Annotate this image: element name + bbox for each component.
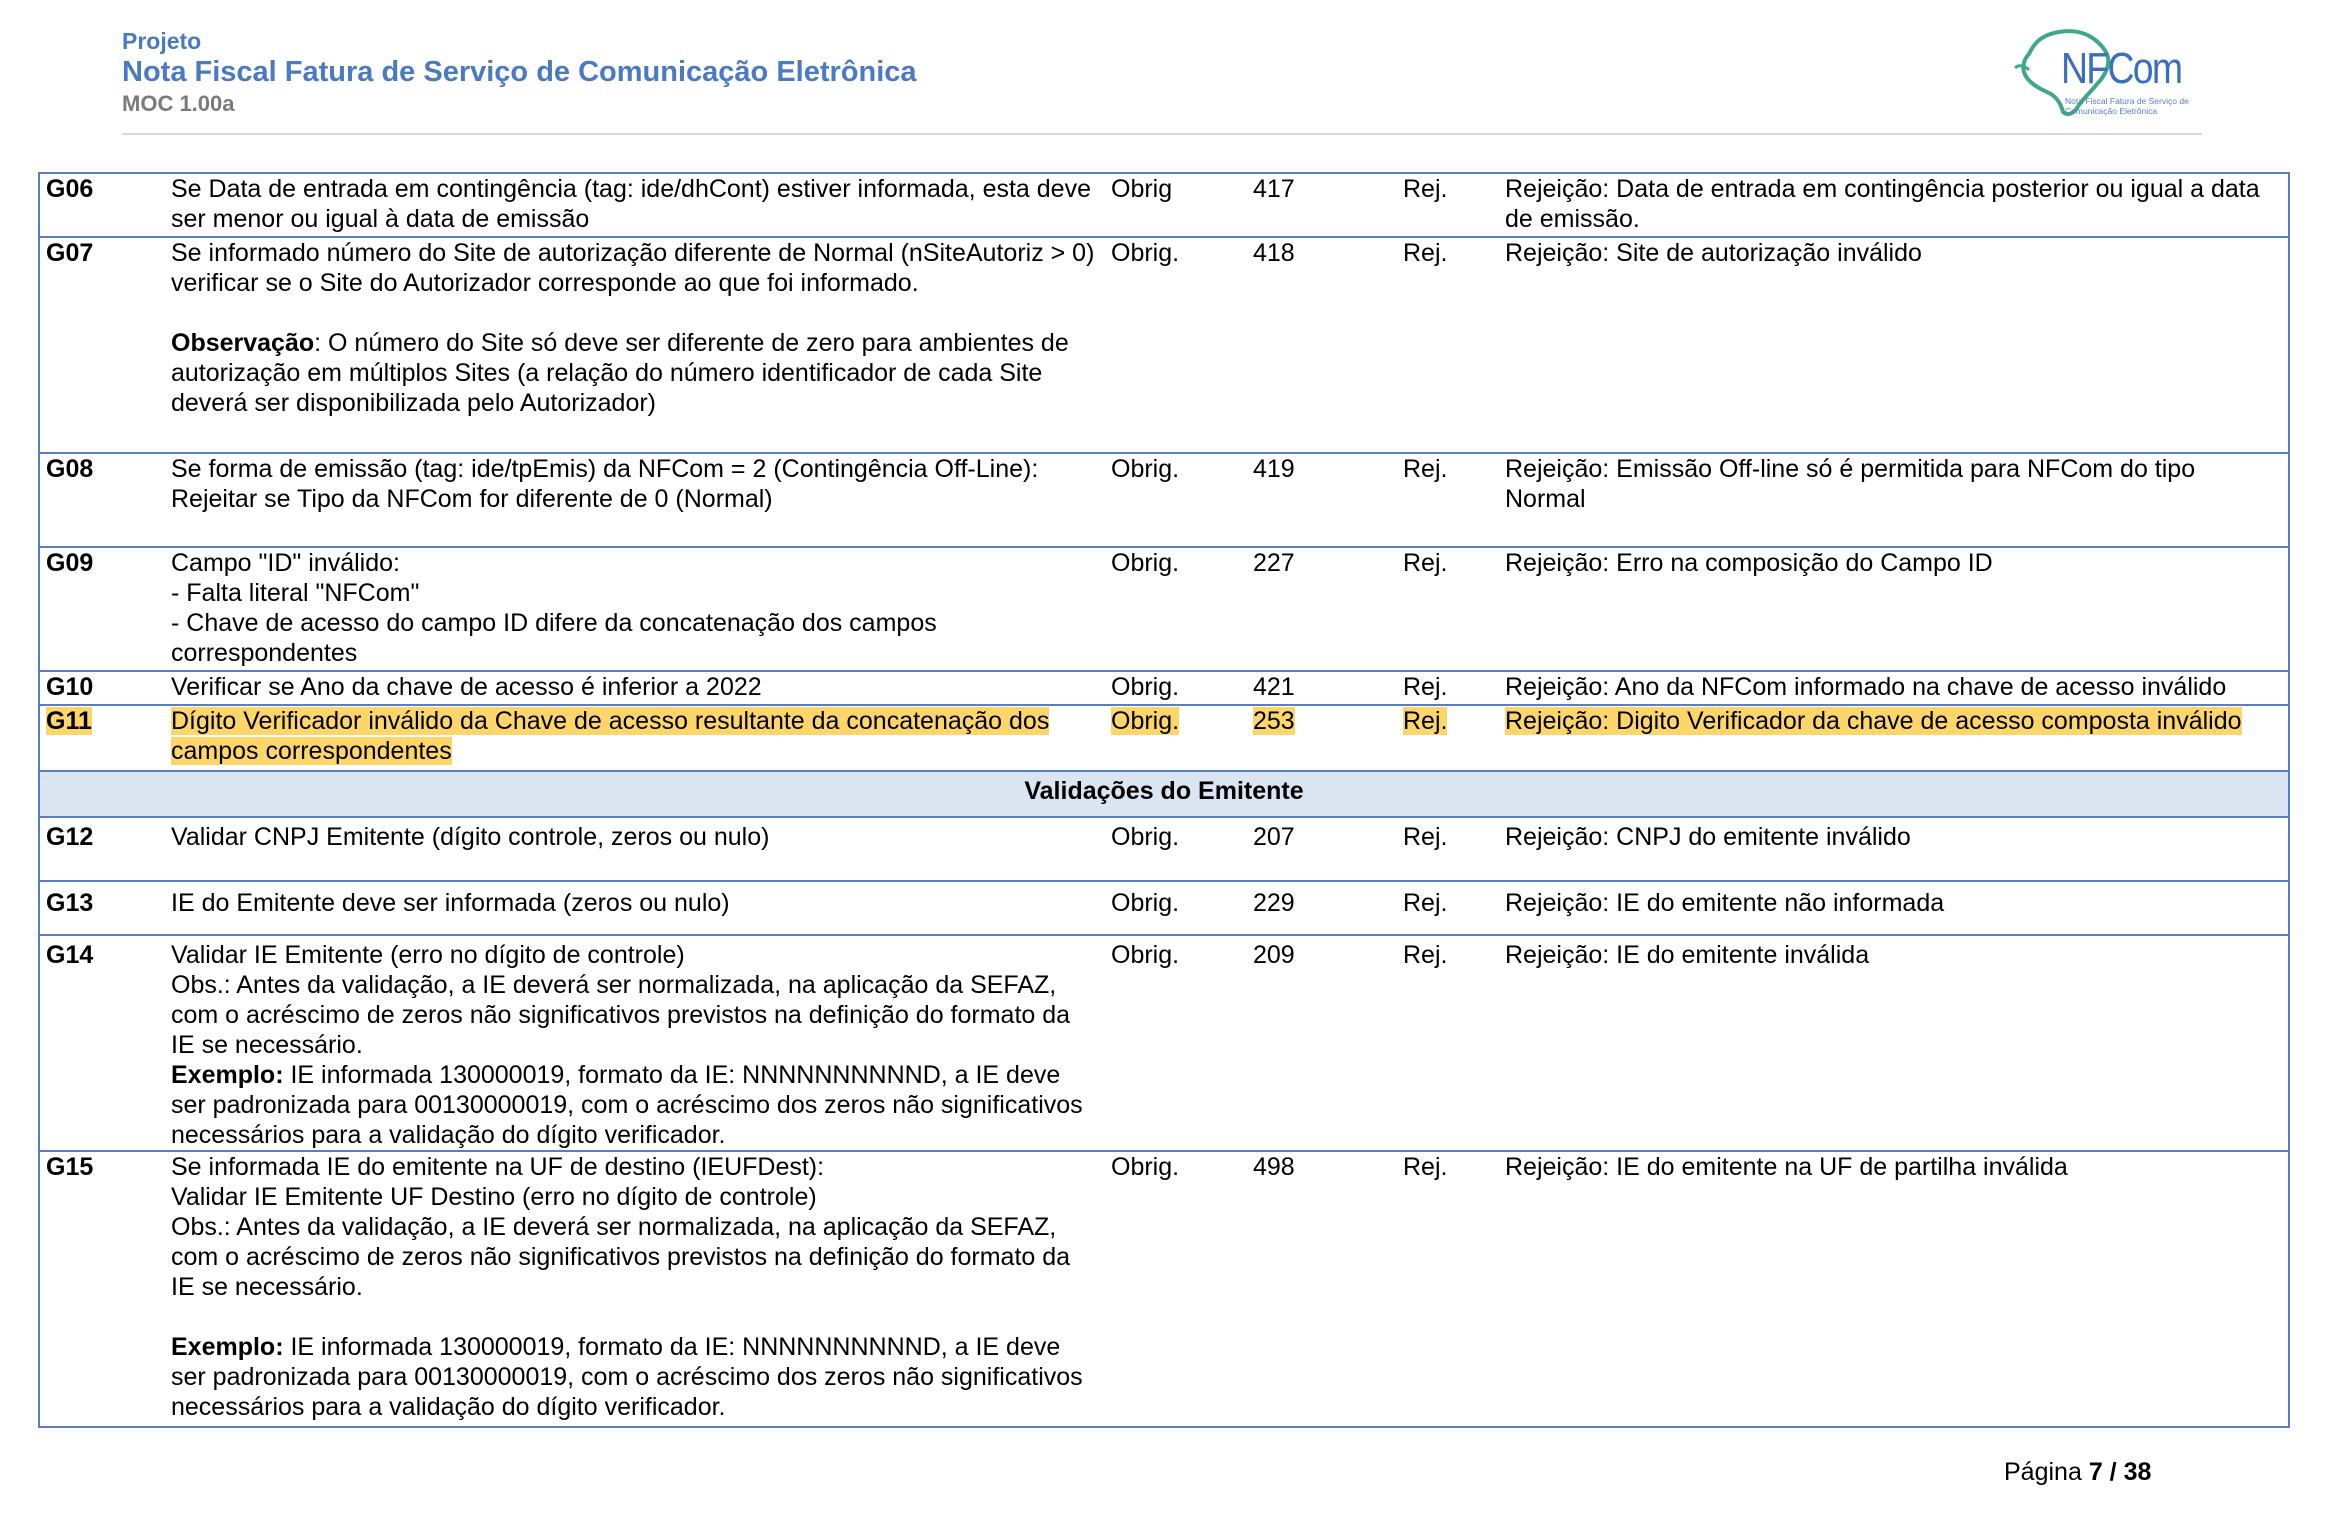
rule-code: G09 [39, 547, 165, 671]
rule-effect: Rej. [1397, 705, 1499, 771]
rule-applicability: Obrig. [1105, 705, 1247, 771]
rule-description: IE do Emitente deve ser informada (zeros ou nulo) [165, 881, 1105, 935]
example-text: IE informada 130000019, formato da IE: NNNNNNNNNND, a IE deve ser padronizada para 00130000019, com o acréscimo dos zeros não significativos necessários para a validação do dígito verificador. [171, 1333, 1083, 1421]
section-header-row [39, 771, 2289, 817]
project-label: Projeto [122, 28, 202, 54]
table-row [39, 817, 2289, 881]
rule-applicability: Obrig. [1105, 453, 1247, 547]
rule-error-code: 417 [1247, 173, 1397, 237]
logo-subtitle: Nota Fiscal Fatura de Serviço de Comunicação Eletrônica [2065, 96, 2189, 116]
rule-applicability: Obrig. [1105, 817, 1247, 881]
table-row [39, 881, 2289, 935]
rule-effect: Rej. [1397, 935, 1499, 1151]
table-row [39, 547, 2289, 671]
table-row [39, 237, 2289, 453]
rule-description: Campo "ID" inválido: - Falta literal "NFCom" - Chave de acesso do campo ID difere da concatenação dos campos correspondentes [165, 547, 1105, 671]
rule-code: G07 [39, 237, 165, 453]
document-header [122, 28, 2202, 135]
rule-description: Validar CNPJ Emitente (dígito controle, zeros ou nulo) [165, 817, 1105, 881]
rule-code: G10 [39, 671, 165, 705]
rule-message: Rejeição: IE do emitente não informada [1499, 881, 2289, 935]
document-title: Nota Fiscal Fatura de Serviço de Comunicação Eletrônica [122, 56, 917, 88]
rule-message: Rejeição: Ano da NFCom informado na chave de acesso inválido [1499, 671, 2289, 705]
document-version: MOC 1.00a [122, 91, 235, 116]
table-row-highlighted [39, 705, 2289, 771]
rule-error-code: 209 [1247, 935, 1397, 1151]
table-row [39, 1151, 2289, 1427]
table-row [39, 453, 2289, 547]
rule-applicability: Obrig [1105, 173, 1247, 237]
rule-code: G08 [39, 453, 165, 547]
rule-error-code: 421 [1247, 671, 1397, 705]
rule-applicability: Obrig. [1105, 881, 1247, 935]
section-title: Validações do Emitente [39, 771, 2289, 817]
example-label: Exemplo: [171, 1061, 284, 1089]
rule-effect: Rej. [1397, 453, 1499, 547]
rule-code: G14 [39, 935, 165, 1151]
rule-description: Verificar se Ano da chave de acesso é inferior a 2022 [165, 671, 1105, 705]
rule-description: Dígito Verificador inválido da Chave de acesso resultante da concatenação dos campos correspondentes [165, 705, 1105, 771]
rule-code: G11 [39, 705, 165, 771]
rule-applicability: Obrig. [1105, 671, 1247, 705]
rule-error-code: 418 [1247, 237, 1397, 453]
table-row [39, 173, 2289, 237]
table-row [39, 671, 2289, 705]
logo-name: NFCom [2061, 44, 2182, 93]
observation-label: Observação [171, 329, 315, 357]
rule-effect: Rej. [1397, 1151, 1499, 1427]
rule-code: G12 [39, 817, 165, 881]
rule-error-code: 207 [1247, 817, 1397, 881]
rule-effect: Rej. [1397, 173, 1499, 237]
rule-applicability: Obrig. [1105, 547, 1247, 671]
rule-message: Rejeição: Digito Verificador da chave de acesso composta inválido [1499, 705, 2289, 771]
rule-description: Validar IE Emitente (erro no dígito de controle) Obs.: Antes da validação, a IE deverá ser normalizada, na aplicação da SEFAZ, com o acréscimo de zeros não significativos previstos na definição do formato da IE se necessário. Exemplo: IE informada 130000019, formato da IE: NNNNNNNNNND, a IE deve ser padronizada para 00130000019, com o acréscimo dos zeros não significativos necessários para a validação do dígito verificador. [165, 935, 1105, 1151]
rule-code: G15 [39, 1151, 165, 1427]
rule-message: Rejeição: Data de entrada em contingência posterior ou igual a data de emissão. [1499, 173, 2289, 237]
validation-rules-table [38, 172, 2290, 1428]
page-number: Página 7 / 38 [2004, 1458, 2152, 1486]
rule-error-code: 229 [1247, 881, 1397, 935]
rule-applicability: Obrig. [1105, 935, 1247, 1151]
rule-message: Rejeição: Erro na composição do Campo ID [1499, 547, 2289, 671]
rule-applicability: Obrig. [1105, 1151, 1247, 1427]
rule-effect: Rej. [1397, 817, 1499, 881]
rule-code: G13 [39, 881, 165, 935]
rule-message: Rejeição: Site de autorização inválido [1499, 237, 2289, 453]
rule-effect: Rej. [1397, 547, 1499, 671]
rule-error-code: 227 [1247, 547, 1397, 671]
rule-effect: Rej. [1397, 671, 1499, 705]
example-label: Exemplo: [171, 1333, 284, 1361]
nfcom-logo [2007, 24, 2207, 122]
rule-description: Se forma de emissão (tag: ide/tpEmis) da NFCom = 2 (Contingência Off-Line): Rejeitar se Tipo da NFCom for diferente de 0 (Normal) [165, 453, 1105, 547]
rule-error-code: 253 [1247, 705, 1397, 771]
rule-applicability: Obrig. [1105, 237, 1247, 453]
rule-code: G06 [39, 173, 165, 237]
rule-message: Rejeição: IE do emitente inválida [1499, 935, 2289, 1151]
rule-effect: Rej. [1397, 237, 1499, 453]
example-text: IE informada 130000019, formato da IE: NNNNNNNNNND, a IE deve ser padronizada para 00130000019, com o acréscimo dos zeros não significativos necessários para a validação do dígito verificador. [171, 1061, 1083, 1149]
rule-message: Rejeição: CNPJ do emitente inválido [1499, 817, 2289, 881]
rule-description: Se informado número do Site de autorização diferente de Normal (nSiteAutoriz > 0) verificar se o Site do Autorizador corresponde ao que foi informado. Observação: O número do Site só deve ser diferente de zero para ambientes de autorização em múltiplos Sites (a relação do número identificador de cada Site deverá ser disponibilizada pelo Autorizador) [165, 237, 1105, 453]
rule-error-code: 498 [1247, 1151, 1397, 1427]
rule-description: Se Data de entrada em contingência (tag: ide/dhCont) estiver informada, esta deve ser menor ou igual à data de emissão [165, 173, 1105, 237]
rule-message: Rejeição: IE do emitente na UF de partilha inválida [1499, 1151, 2289, 1427]
rule-error-code: 419 [1247, 453, 1397, 547]
rule-effect: Rej. [1397, 881, 1499, 935]
rule-description: Se informada IE do emitente na UF de destino (IEUFDest): Validar IE Emitente UF Destino (erro no dígito de controle) Obs.: Antes da validação, a IE deverá ser normalizada, na aplicação da SEFAZ, com o acréscimo de zeros não significativos previstos na definição do formato da IE se necessário. Exemplo: IE informada 130000019, formato da IE: NNNNNNNNNND, a IE deve ser padronizada para 00130000019, com o acréscimo dos zeros não significativos necessários para a validação do dígito verificador. [165, 1151, 1105, 1427]
rule-message: Rejeição: Emissão Off-line só é permitida para NFCom do tipo Normal [1499, 453, 2289, 547]
observation-text: : O número do Site só deve ser diferente de zero para ambientes de autorização em múltiplos Sites (a relação do número identificador de cada Site deverá ser disponibilizada pelo Autorizador) [171, 329, 1069, 417]
table-row [39, 935, 2289, 1151]
